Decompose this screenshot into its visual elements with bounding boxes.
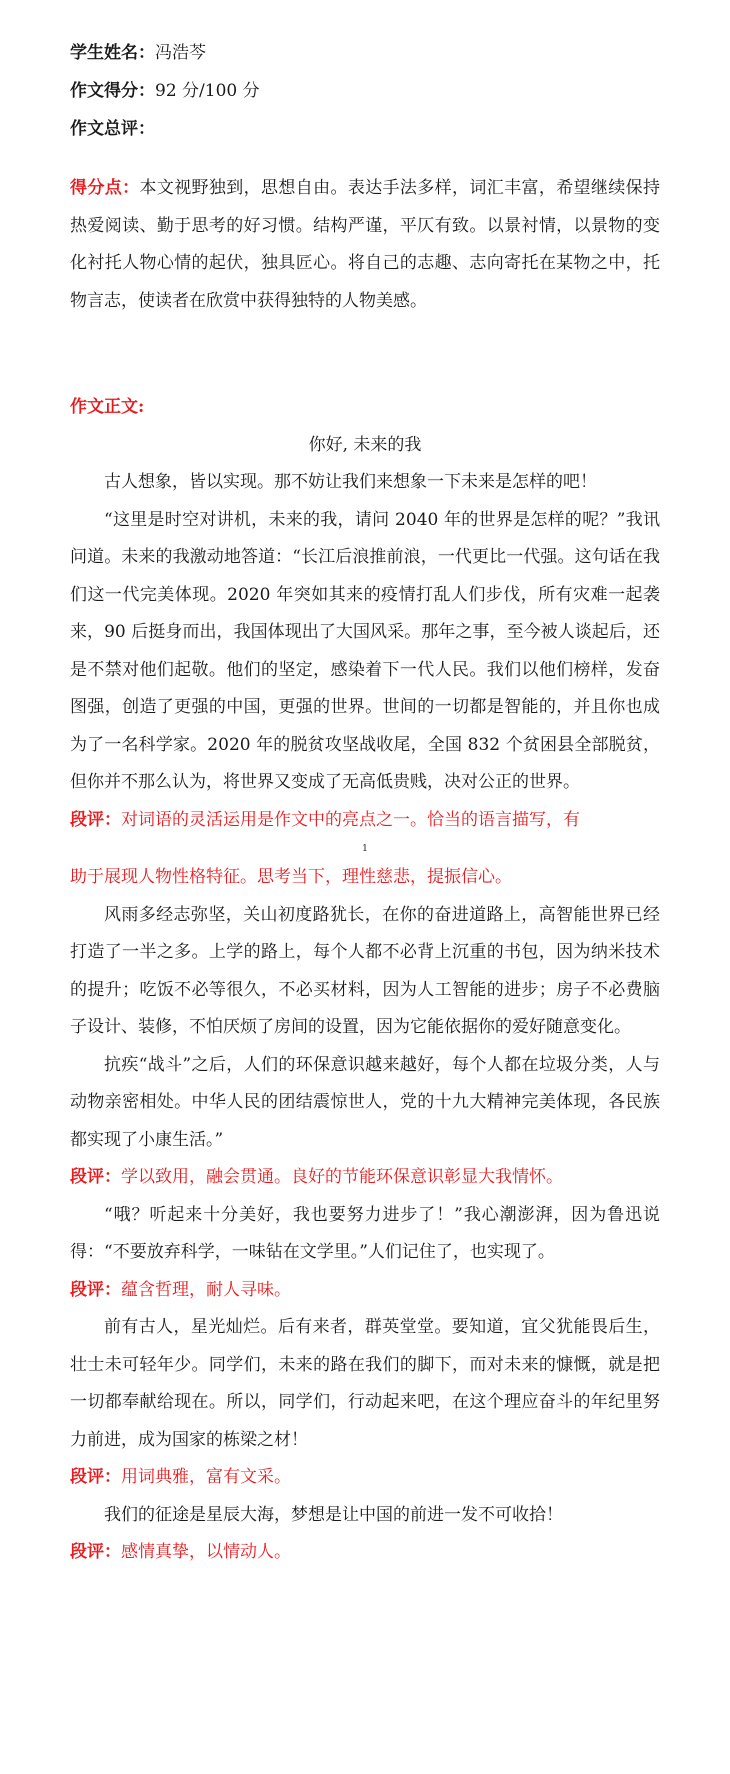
review-text: 用词典雅，富有文采。: [121, 1467, 291, 1487]
paragraph-review-1b: 助于展现人物性格特征。思考当下，理性慈悲，提振信心。: [70, 867, 512, 887]
essay-paragraph-3: 风雨多经志弥坚，关山初度路犹长，在你的奋进道路上，高智能世界已经打造了一半之多。上学的路上，每个人都不必背上沉重的书包，因为纳米技术的提升；吃饭不必等很久，不必买材料，因为人工智能的进步；房子不必费脑子设计、装修，不怕厌烦了房间的设置，因为它能依据你的爱好随意变化。: [70, 904, 660, 1037]
essay-title: 你好, 未来的我: [308, 435, 422, 455]
essay-heading: 作文正文:: [70, 397, 145, 417]
review-label: 段评：: [70, 1279, 121, 1300]
essay-paragraph-6: 前有古人，星光灿烂。后有来者，群英堂堂。要知道，宜父犹能畏后生，壮士未可轻年少。同学们，未来的路在我们的脚下，而对未来的慷慨，就是把一切都奉献给现在。所以，同学们，行动起来吧，在这个理应奋斗的年纪里努力前进，成为国家的栋梁之材！: [70, 1317, 660, 1450]
summary-line: [70, 110, 660, 148]
paragraph-review-5: [70, 1534, 660, 1572]
scoring-text: 本文视野独到，思想自由。表达手法多样，词汇丰富，希望继续保持热爱阅读、勤于思考的好习惯。结构严谨，平仄有致。以景衬情，以景物的变化衬托人物心情的起伏，独具匠心。将自己的志趣、志向寄托在某物之中，托物言志，使读者在欣赏中获得独特的人物美感。: [70, 178, 661, 311]
scoring-label: 得分点：: [70, 178, 140, 198]
essay-paragraph-4: 抗疾“战斗”之后，人们的环保意识越来越好，每个人都在垃圾分类，人与动物亲密相处。中华人民的团结震惊世人，党的十九大精神完美体现，各民族都实现了小康生活。”: [70, 1054, 660, 1150]
score-value: 92 分/100 分: [155, 81, 260, 101]
review-text: 感情真挚，以情动人。: [121, 1542, 291, 1562]
essay-paragraph-1: 古人想象，皆以实现。那不妨让我们来想象一下未来是怎样的吧！: [104, 472, 597, 492]
student-name-line: [70, 34, 660, 72]
review-label: 段评：: [70, 1467, 121, 1487]
essay-paragraph-7: 我们的征途是星辰大海，梦想是让中国的前进一发不可收拾！: [104, 1504, 563, 1525]
student-name-value: 冯浩芩: [155, 43, 206, 63]
page-number: 1: [362, 844, 368, 854]
review-text: 对词语的灵活运用是作文中的亮点之一。恰当的语言描写，有: [121, 809, 580, 830]
essay-paragraph-5: “哦？听起来十分美好，我也要努力进步了！”我心潮澎湃，因为鲁迅说得：“不要放弃科学，一味钻在文学里。”人们记住了，也实现了。: [70, 1204, 660, 1262]
paragraph-review-4: [70, 1459, 660, 1497]
document-page: [70, 34, 660, 1572]
paragraph-review-2: [70, 1159, 660, 1197]
paragraph-review-1a: [70, 802, 660, 840]
review-label: 段评：: [70, 809, 121, 830]
summary-label: 作文总评：: [70, 119, 155, 139]
review-text: 蕴含哲理，耐人寻味。: [121, 1279, 291, 1300]
review-text: 学以致用，融会贯通。良好的节能环保意识彰显大我情怀。: [121, 1167, 563, 1187]
essay-paragraph-2: “这里是时空对讲机，未来的我，请问 2040 年的世界是怎样的呢？”我讯问道。未来的我激动地答道：“长江后浪推前浪，一代更比一代强。这句话在我们这一代完美体现。2020 年突如其来的疫情打乱人们步伐，所有灾难一起袭来，90 后挺身而出，我国体现出了大国风采。那年之事，至今被人谈起后，还是不禁对他们起敬。他们的坚定，感染着下一代人民。我们以他们榜样，发奋图强，创造了更强的中国，更强的世界。世间的一切都是智能的，并且你也成为了一名科学家。2020 年的脱贫攻坚战收尾，全国 832 个贫困县全部脱贫，但你并不那么认为，将世界又变成了无高低贵贱，决对公正的世界。: [70, 509, 660, 792]
student-name-label: 学生姓名：: [70, 43, 155, 63]
scoring-comment: [70, 170, 660, 320]
score-line: [70, 72, 660, 110]
score-label: 作文得分：: [70, 81, 155, 101]
review-label: 段评：: [70, 1542, 121, 1562]
paragraph-review-3: [70, 1272, 660, 1310]
review-label: 段评：: [70, 1167, 121, 1187]
